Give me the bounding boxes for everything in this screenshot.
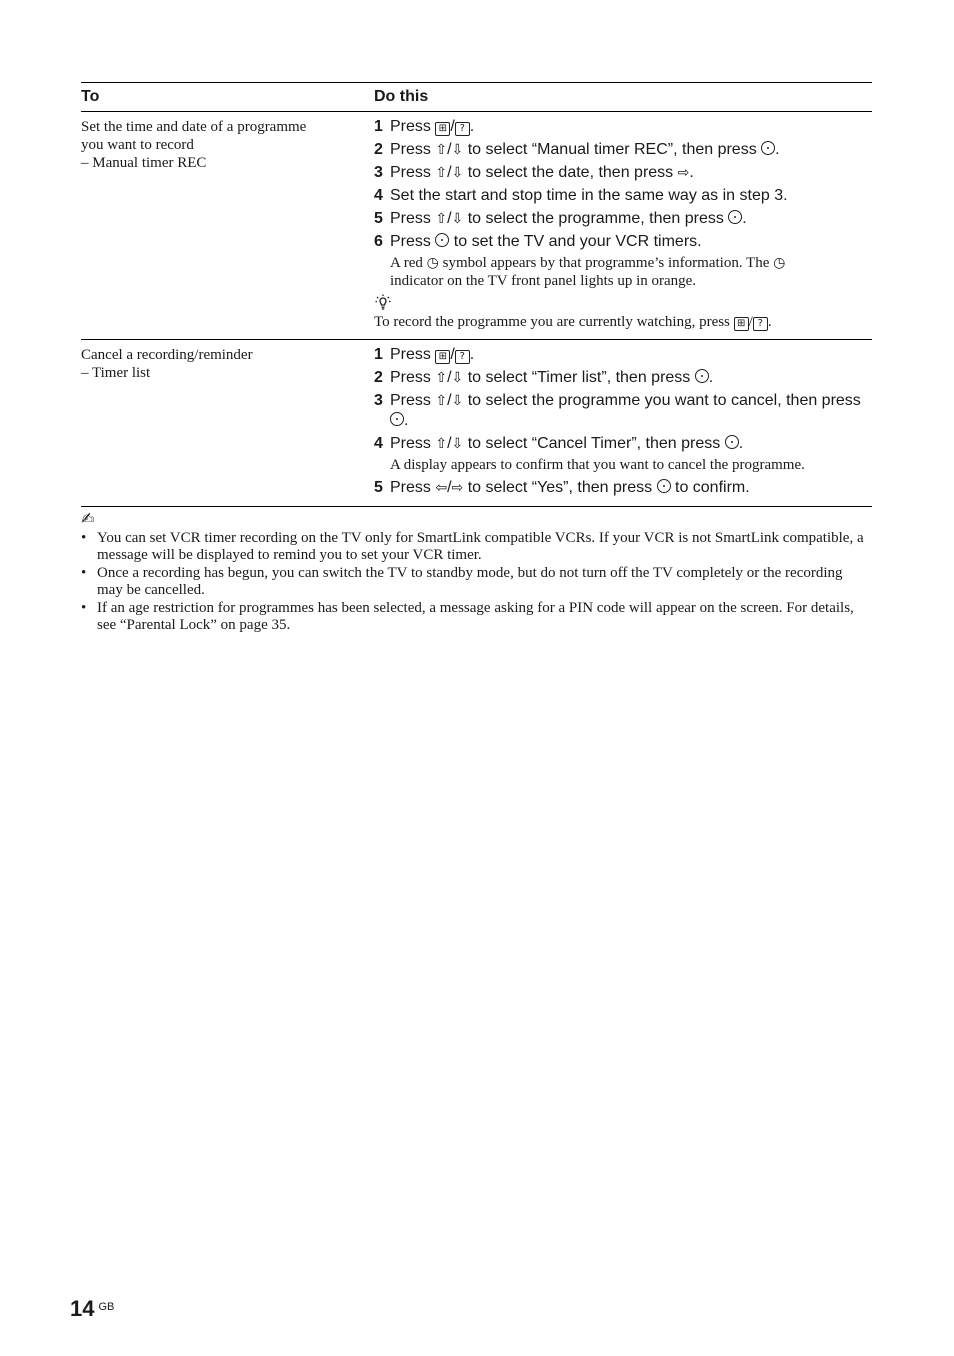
- enter-button-icon: [657, 479, 671, 493]
- step: 3 Press ⇧/⇩ to select the programme you want to cancel, then press .: [374, 392, 861, 429]
- note-pen-icon: ✍: [81, 509, 95, 528]
- list-item: • You can set VCR timer recording on the TV only for SmartLink compatible VCRs. If your VCR is not SmartLink compatible, a message will be displayed to remind you to set your VCR timer.: [81, 530, 872, 564]
- down-arrow-icon: ⇩: [451, 142, 464, 158]
- hint-text: To record the programme you are currently watching, press ⊞ / ? .: [374, 314, 772, 330]
- step: 6 Press to set the TV and your VCR timers.: [374, 233, 702, 250]
- row-task: Set the time and date of a programme you want to record – Manual timer REC: [81, 119, 307, 171]
- list-item: • Once a recording has begun, you can switch the TV to standby mode, but do not turn off the TV completely or the recording may be cancelled.: [81, 565, 872, 599]
- header-do-this: Do this: [374, 88, 429, 105]
- timer-indicator-icon: ◷: [773, 255, 786, 271]
- step: 1 Press ⊞ / ? .: [374, 346, 475, 363]
- down-arrow-icon: ⇩: [451, 165, 464, 181]
- clock-icon: ◷: [426, 255, 439, 271]
- enter-button-icon: [435, 233, 449, 247]
- up-arrow-icon: ⇧: [435, 211, 448, 227]
- page-suffix: GB: [98, 1301, 115, 1313]
- info-button-icon: ⊞: [435, 350, 450, 364]
- table-header: [81, 83, 872, 112]
- enter-button-icon: [390, 412, 404, 426]
- step: 5 Press ⇧/⇩ to select the programme, then press .: [374, 210, 747, 227]
- step: 4 Press ⇧/⇩ to select “Cancel Timer”, then press .: [374, 435, 744, 452]
- down-arrow-icon: ⇩: [451, 211, 464, 227]
- down-arrow-icon: ⇩: [451, 393, 464, 409]
- step: 1 Press ⊞ / ? .: [374, 118, 475, 135]
- list-item: • If an age restriction for programmes has been selected, a message asking for a PIN code will appear on the screen. For details, see “Parental Lock” on page 35.: [81, 600, 872, 634]
- page-number: 14 $^{GB}$: [70, 1296, 115, 1321]
- enter-button-icon: [695, 369, 709, 383]
- step: 2 Press ⇧/⇩ to select “Manual timer REC”, then press .: [374, 141, 780, 158]
- step: 4 Set the start and stop time in the same way as in step 3.: [374, 187, 788, 204]
- help-button-icon: ?: [455, 350, 470, 364]
- right-arrow-icon: ⇨: [677, 165, 690, 181]
- right-arrow-icon: ⇨: [451, 480, 464, 496]
- up-arrow-icon: ⇧: [435, 370, 448, 386]
- help-button-icon: ?: [753, 317, 768, 331]
- table-row: [81, 112, 872, 339]
- step-note: A display appears to confirm that you want to cancel the programme.: [390, 457, 805, 473]
- up-arrow-icon: ⇧: [435, 393, 448, 409]
- step: 5 Press ⇦/⇨ to select “Yes”, then press to confirm.: [374, 479, 750, 496]
- enter-button-icon: [761, 141, 775, 155]
- enter-button-icon: [728, 210, 742, 224]
- notes-list: [81, 530, 872, 634]
- up-arrow-icon: ⇧: [435, 165, 448, 181]
- notes-section: [81, 509, 872, 635]
- info-button-icon: ⊞: [734, 317, 749, 331]
- down-arrow-icon: ⇩: [451, 436, 464, 452]
- row-steps: [374, 112, 872, 339]
- enter-button-icon: [725, 435, 739, 449]
- row-task: Cancel a recording/reminder – Timer list: [81, 347, 253, 381]
- down-arrow-icon: ⇩: [451, 370, 464, 386]
- info-button-icon: ⊞: [435, 122, 450, 136]
- up-arrow-icon: ⇧: [435, 142, 448, 158]
- help-button-icon: ?: [455, 122, 470, 136]
- instructions-table: [81, 82, 872, 507]
- left-arrow-icon: ⇦: [435, 480, 448, 496]
- step: 3 Press ⇧/⇩ to select the date, then press ⇨.: [374, 164, 694, 181]
- step-note: A red ◷ symbol appears by that programme’s information. The ◷ indicator on the TV front panel lights up in orange.: [390, 255, 786, 289]
- step: 2 Press ⇧/⇩ to select “Timer list”, then press .: [374, 369, 714, 386]
- lightbulb-hint-icon: [374, 294, 392, 312]
- header-to: To: [81, 88, 100, 105]
- up-arrow-icon: ⇧: [435, 436, 448, 452]
- table-row: [81, 339, 872, 506]
- row-steps: [374, 340, 872, 506]
